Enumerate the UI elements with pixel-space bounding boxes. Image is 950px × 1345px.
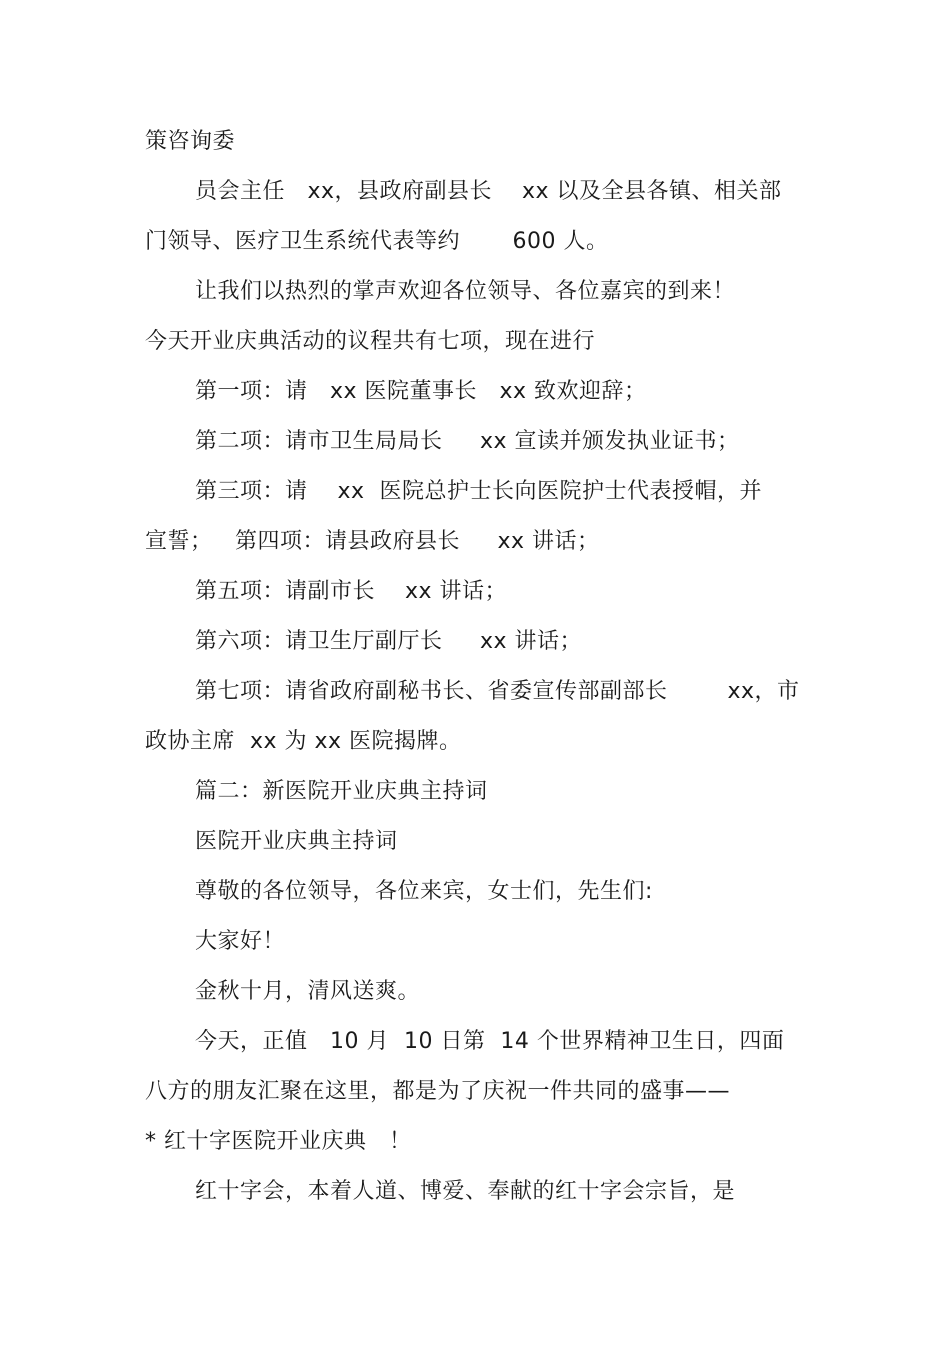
text-line: 员会主任 xx，县政府副县长 xx 以及全县各镇、相关部 [195, 179, 782, 204]
text-line: 让我们以热烈的掌声欢迎各位领导、各位嘉宾的到来！ [195, 279, 736, 304]
section-heading: 篇二：新医院开业庆典主持词 [195, 779, 488, 804]
text-line: 策咨询委 [145, 129, 236, 154]
text-line: 今天，正值 10 月 10 日第 14 个世界精神卫生日，四面 [195, 1029, 785, 1054]
text-line: 门领导、医疗卫生系统代表等约 600 人。 [145, 229, 609, 254]
text-line: 第七项：请省政府副秘书长、省委宣传部副部长 xx，市 [195, 679, 800, 704]
text-line: 大家好！ [195, 929, 286, 954]
section-title: 医院开业庆典主持词 [195, 829, 398, 854]
text-line: 八方的朋友汇聚在这里，都是为了庆祝一件共同的盛事—— [145, 1079, 731, 1104]
text-line: 第六项：请卫生厅副厅长 xx 讲话； [195, 629, 582, 654]
text-line: 政协主席 xx 为 xx 医院揭牌。 [145, 729, 462, 754]
text-line: 第三项：请 xx 医院总护士长向医院护士代表授帽，并 [195, 479, 762, 504]
text-line: 第一项：请 xx 医院董事长 xx 致欢迎辞； [195, 379, 647, 404]
text-line: 宣誓； 第四项：请县政府县长 xx 讲话； [145, 529, 600, 554]
text-line: 尊敬的各位领导，各位来宾，女士们，先生们: [195, 879, 653, 904]
text-line: 金秋十月，清风送爽。 [195, 979, 421, 1004]
text-line: 今天开业庆典活动的议程共有七项，现在进行 [145, 329, 596, 354]
text-line: * 红十字医院开业庆典 ！ [145, 1129, 412, 1154]
text-line: 第二项：请市卫生局局长 xx 宣读并颁发执业证书； [195, 429, 740, 454]
text-line: 红十字会，本着人道、博爱、奉献的红十字会宗旨，是 [195, 1179, 736, 1204]
text-line: 第五项：请副市长 xx 讲话； [195, 579, 508, 604]
